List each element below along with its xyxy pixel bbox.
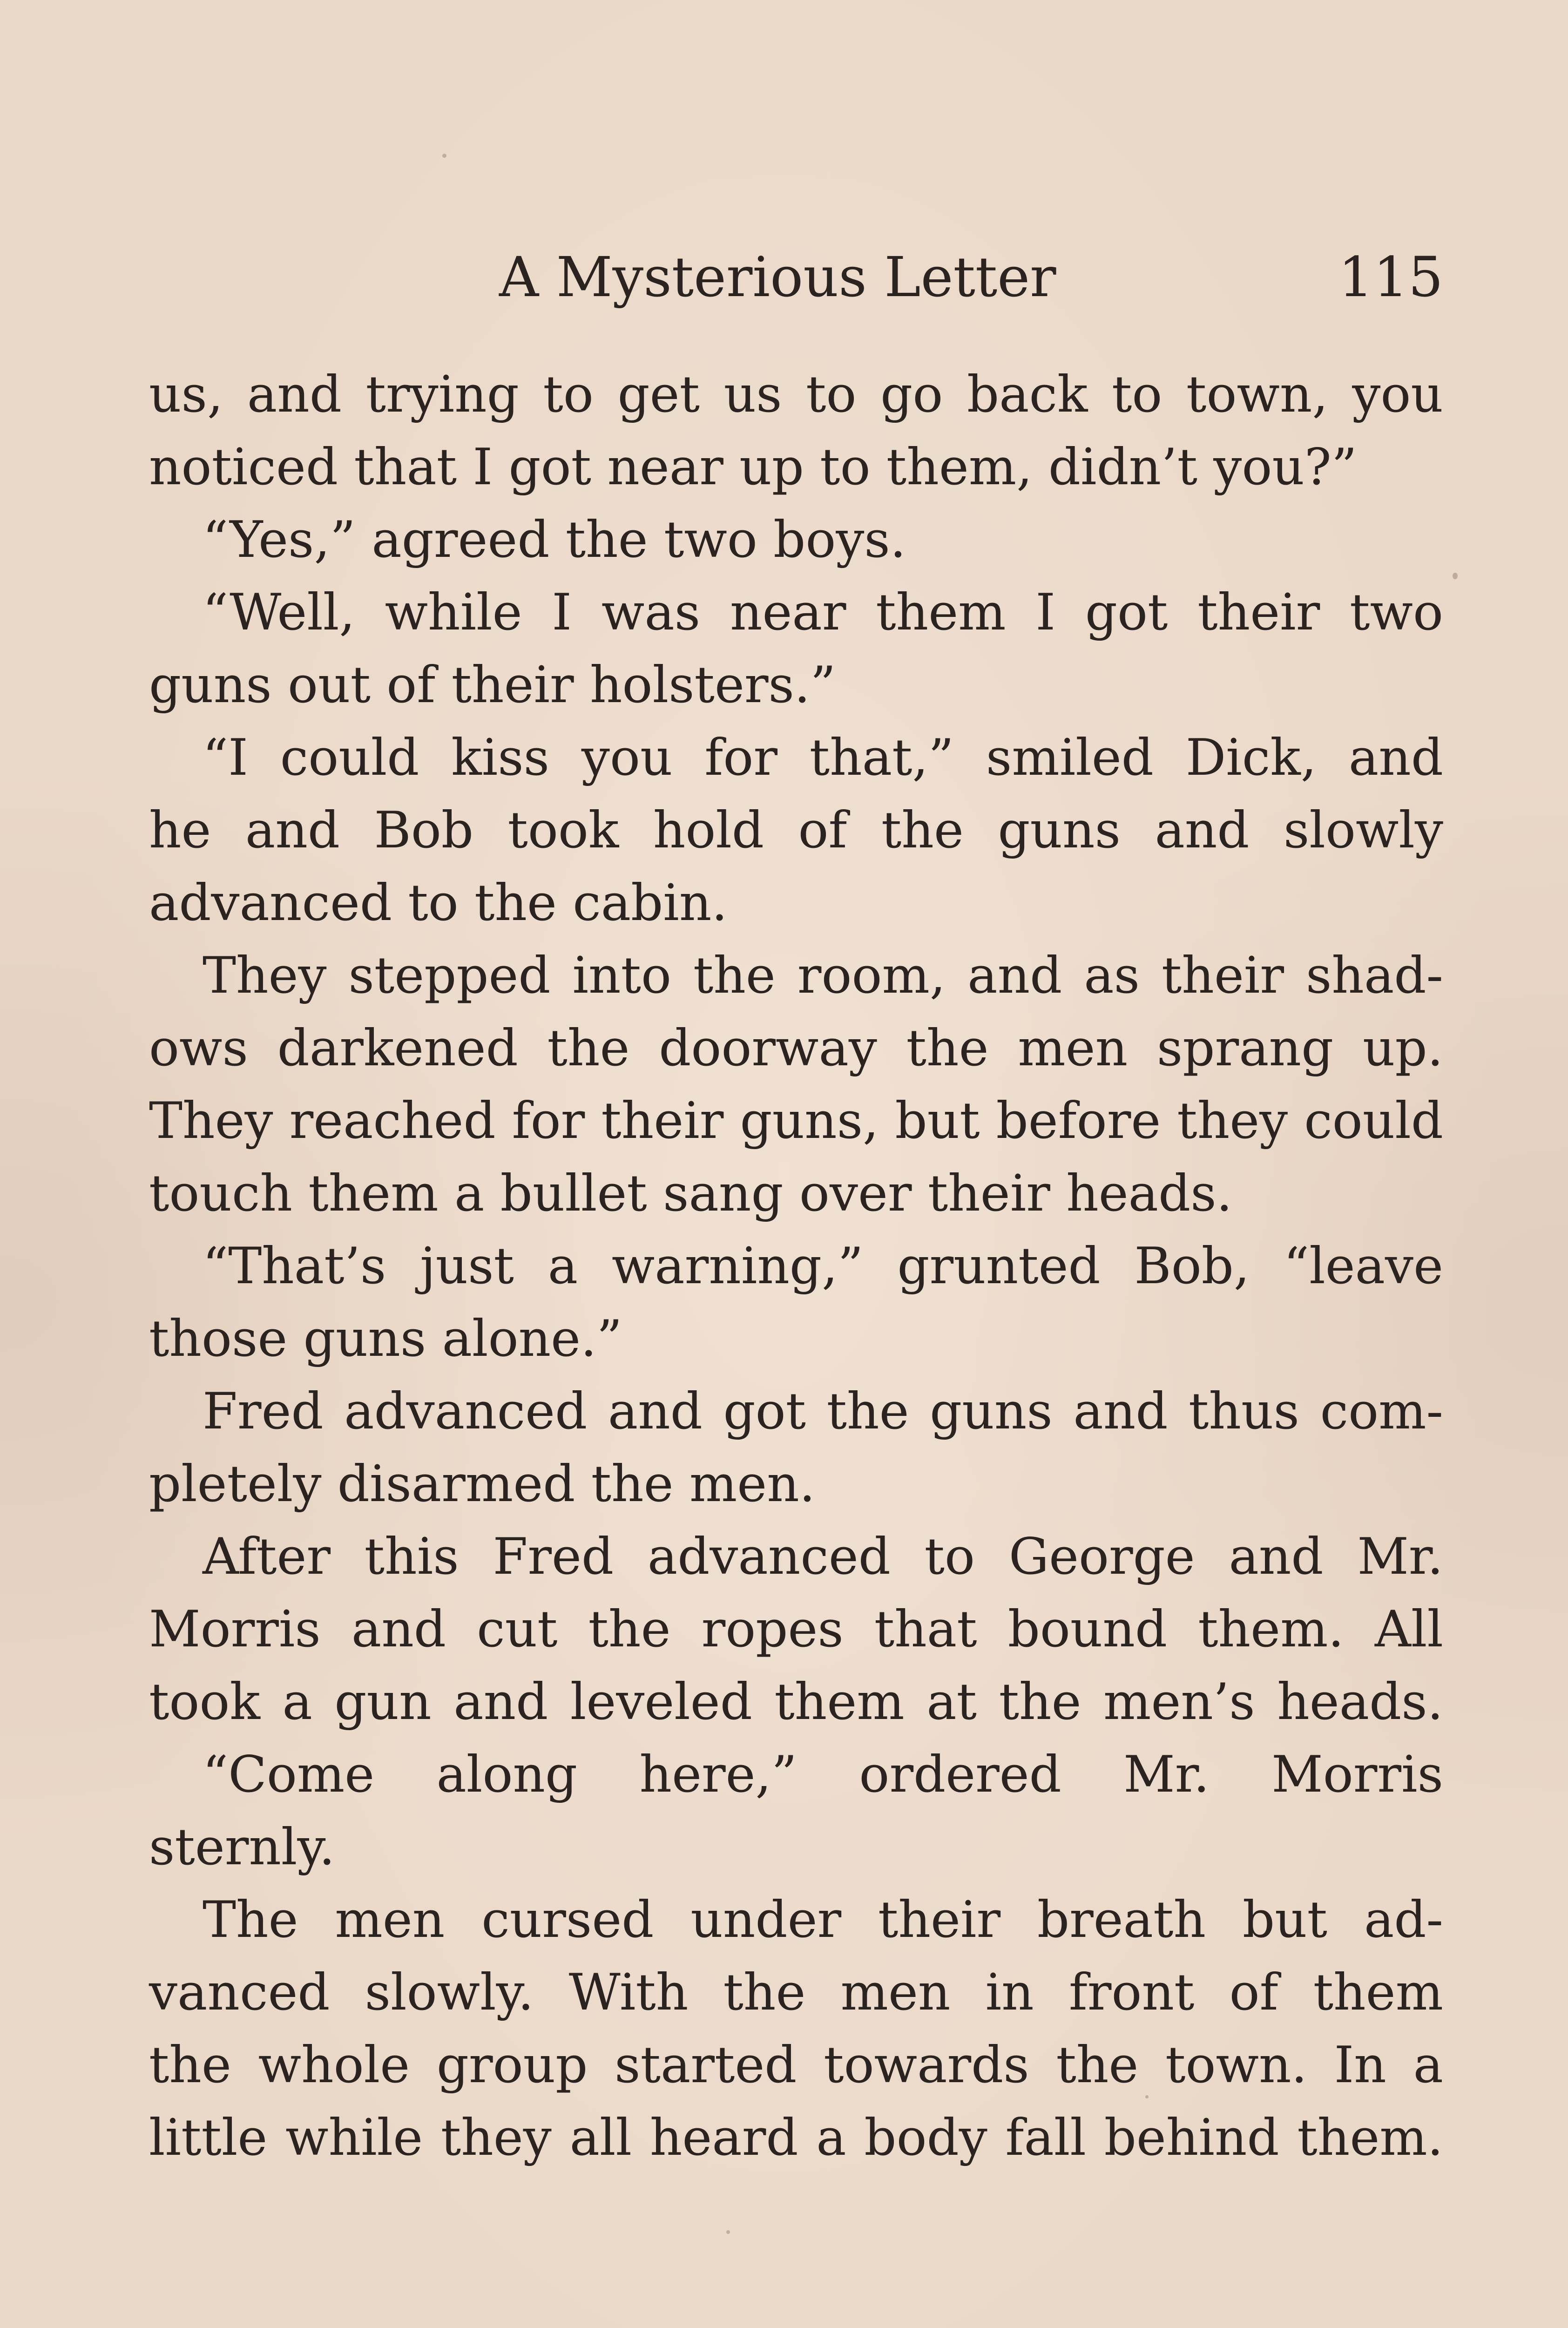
text-line: guns out of their holsters.” bbox=[149, 656, 836, 714]
text-line: advanced to the cabin. bbox=[149, 874, 728, 932]
text-line: the whole group started towards the town. In a bbox=[149, 2036, 1443, 2094]
text-line: “Yes,” agreed the two boys. bbox=[203, 511, 906, 569]
paper-speck bbox=[1145, 2095, 1149, 2098]
text-line: those guns alone.” bbox=[149, 1310, 622, 1368]
text-line: took a gun and leveled them at the men’s heads. bbox=[149, 1673, 1443, 1731]
text-line: Morris and cut the ropes that bound them. All bbox=[149, 1600, 1443, 1658]
text-line: us, and trying to get us to go back to town, you bbox=[149, 365, 1443, 424]
text-line: pletely disarmed the men. bbox=[149, 1455, 816, 1513]
text-line: “Come along here,” ordered Mr. Morris bbox=[203, 1746, 1443, 1804]
body-text bbox=[149, 359, 1443, 2174]
text-line: touch them a bullet sang over their heads. bbox=[149, 1164, 1232, 1223]
text-line: vanced slowly. With the men in front of them bbox=[149, 1963, 1443, 2022]
text-line: ows darkened the doorway the men sprang up. bbox=[149, 1019, 1443, 1077]
paper-speck bbox=[442, 154, 446, 158]
text-line: Fred advanced and got the guns and thus com- bbox=[203, 1382, 1443, 1441]
text-line: “That’s just a warning,” grunted Bob, “leave bbox=[203, 1237, 1443, 1295]
running-head bbox=[149, 242, 1443, 312]
paper-speck bbox=[726, 2230, 730, 2234]
text-line: After this Fred advanced to George and Mr. bbox=[203, 1528, 1443, 1586]
text-line: They reached for their guns, but before they could bbox=[149, 1092, 1443, 1150]
running-title: A Mysterious Letter bbox=[499, 245, 1056, 309]
text-line: sternly. bbox=[149, 1818, 335, 1876]
page-number: 115 bbox=[1338, 245, 1443, 309]
text-line: The men cursed under their breath but ad- bbox=[203, 1891, 1443, 1949]
text-line: “I could kiss you for that,” smiled Dick, and bbox=[203, 729, 1443, 787]
text-line: “Well, while I was near them I got their two bbox=[203, 583, 1443, 642]
text-line: he and Bob took hold of the guns and slowly bbox=[149, 801, 1443, 859]
text-line: noticed that I got near up to them, didn’t you?” bbox=[149, 438, 1358, 496]
text-line: They stepped into the room, and as their shad- bbox=[203, 947, 1443, 1005]
paper-speck bbox=[1453, 573, 1458, 579]
text-line: little while they all heard a body fall behind them. bbox=[149, 2109, 1443, 2167]
